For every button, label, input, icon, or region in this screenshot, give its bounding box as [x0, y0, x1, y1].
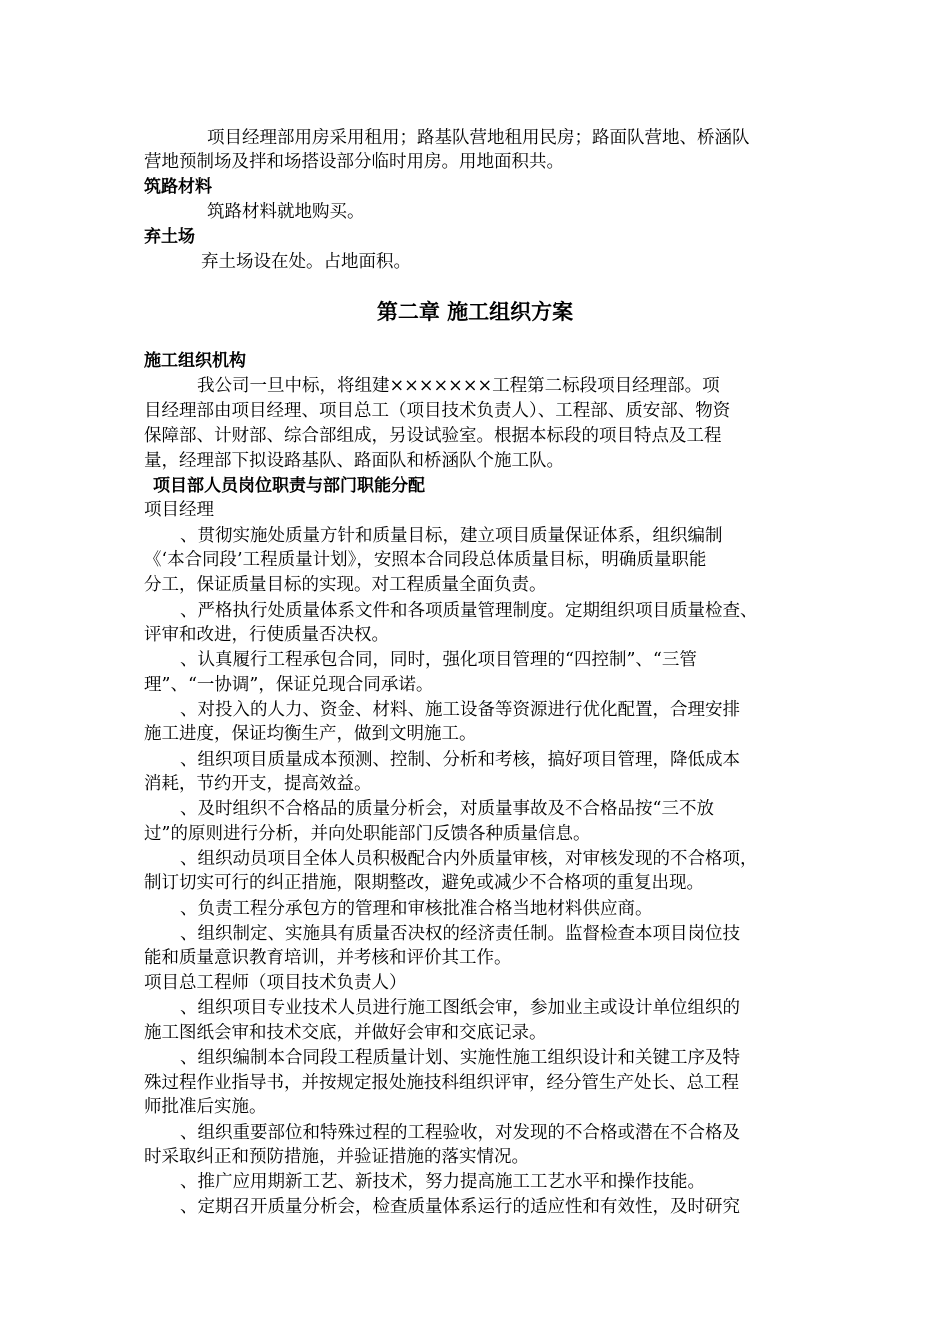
pm-line-3: 分工，保证质量目标的实现。对工程质量全面负责。: [144, 575, 547, 595]
pm-line-8: 、对投入的人力、资金、材料、施工设备等资源进行优化配置，合理安排: [180, 700, 740, 720]
org-line-3: 保障部、计财部、综合部组成，另设试验室。根据本标段的项目特点及工程: [144, 426, 722, 446]
ce-line-4: 殊过程作业指导书，并按规定报处施技科组织评审，经分管生产处长、总工程: [144, 1073, 739, 1093]
spoil-heading: 弃土场: [144, 227, 195, 247]
pm-line-7: 理”、“一协调”，保证兑现合同承诺。: [144, 675, 434, 695]
org-line-4: 量，经理部下拟设路基队、路面队和桥涵队个施工队。: [144, 451, 564, 471]
chapter-title: 第二章 施工组织方案: [376, 300, 574, 324]
pm-line-16: 、负责工程分承包方的管理和审核批准合格当地材料供应商。: [180, 899, 653, 919]
materials-heading: 筑路材料: [144, 177, 212, 197]
pm-line-4: 、严格执行处质量体系文件和各项质量管理制度。定期组织项目质量检查、: [180, 601, 758, 621]
pm-line-13: 过”的原则进行分析，并向处职能部门反馈各种质量信息。: [144, 824, 591, 844]
pm-line-12: 、及时组织不合格品的质量分析会，对质量事故及不合格品按“三不放: [180, 799, 714, 819]
ce-line-1: 、组织项目专业技术人员进行施工图纸会审，参加业主或设计单位组织的: [180, 998, 740, 1018]
ce-line-8: 、推广应用期新工艺、新技术，努力提高施工工艺水平和操作技能。: [180, 1172, 705, 1192]
ce-line-7: 时采取纠正和预防措施，并验证措施的落实情况。: [144, 1147, 529, 1167]
pm-line-15: 制订切实可行的纠正措施，限期整改，避免或减少不合格项的重复出现。: [144, 873, 704, 893]
pm-line-9: 施工进度，保证均衡生产，做到文明施工。: [144, 724, 477, 744]
pm-title: 项目经理: [144, 500, 214, 520]
org-line-1: 我公司一旦中标，将组建×××××××工程第二标段项目经理部。项: [197, 376, 720, 396]
pm-line-2: 《‘本合同段’工程质量计划》，安照本合同段总体质量目标，明确质量职能: [144, 550, 707, 570]
pm-line-6: 、认真履行工程承包合同，同时，强化项目管理的“四控制”、“三管: [180, 650, 697, 670]
intro-line-1: 项目经理部用房采用租用；路基队营地租用民房；路面队营地、桥涵队: [207, 128, 750, 148]
ce-line-5: 师批准后实施。: [144, 1097, 267, 1117]
pm-line-5: 评审和改进，行使质量否决权。: [144, 625, 389, 645]
ce-line-9: 、定期召开质量分析会，检查质量体系运行的适应性和有效性，及时研究: [180, 1197, 740, 1217]
pm-line-10: 、组织项目质量成本预测、控制、分析和考核，搞好项目管理，降低成本: [180, 750, 740, 770]
pm-line-18: 能和质量意识教育培训，并考核和评价其工作。: [144, 948, 512, 968]
pm-line-14: 、组织动员项目全体人员积极配合内外质量审核，对审核发现的不合格项，: [180, 849, 758, 869]
pm-line-1: 、贯彻实施处质量方针和质量目标，建立项目质量保证体系，组织编制: [180, 526, 723, 546]
ce-line-6: 、组织重要部位和特殊过程的工程验收，对发现的不合格或潜在不合格及: [180, 1123, 740, 1143]
ce-title: 项目总工程师（项目技术负责人）: [144, 973, 407, 993]
duties-heading: 项目部人员岗位职责与部门职能分配: [153, 476, 425, 496]
spoil-line-1: 弃土场设在处。占地面积。: [201, 252, 411, 272]
ce-line-2: 施工图纸会审和技术交底，并做好会审和交底记录。: [144, 1023, 547, 1043]
pm-line-11: 消耗，节约开支，提高效益。: [144, 774, 372, 794]
pm-line-17: 、组织制定、实施具有质量否决权的经济责任制。监督检查本项目岗位技: [180, 924, 740, 944]
ce-line-3: 、组织编制本合同段工程质量计划、实施性施工组织设计和关键工序及特: [180, 1048, 740, 1068]
intro-line-2: 营地预制场及拌和场搭设部分临时用房。用地面积共。: [144, 152, 564, 172]
org-heading: 施工组织机构: [144, 351, 246, 371]
org-line-2: 目经理部由项目经理、项目总工（项目技术负责人）、工程部、质安部、物资: [144, 401, 731, 421]
materials-line-1: 筑路材料就地购买。: [207, 202, 365, 222]
